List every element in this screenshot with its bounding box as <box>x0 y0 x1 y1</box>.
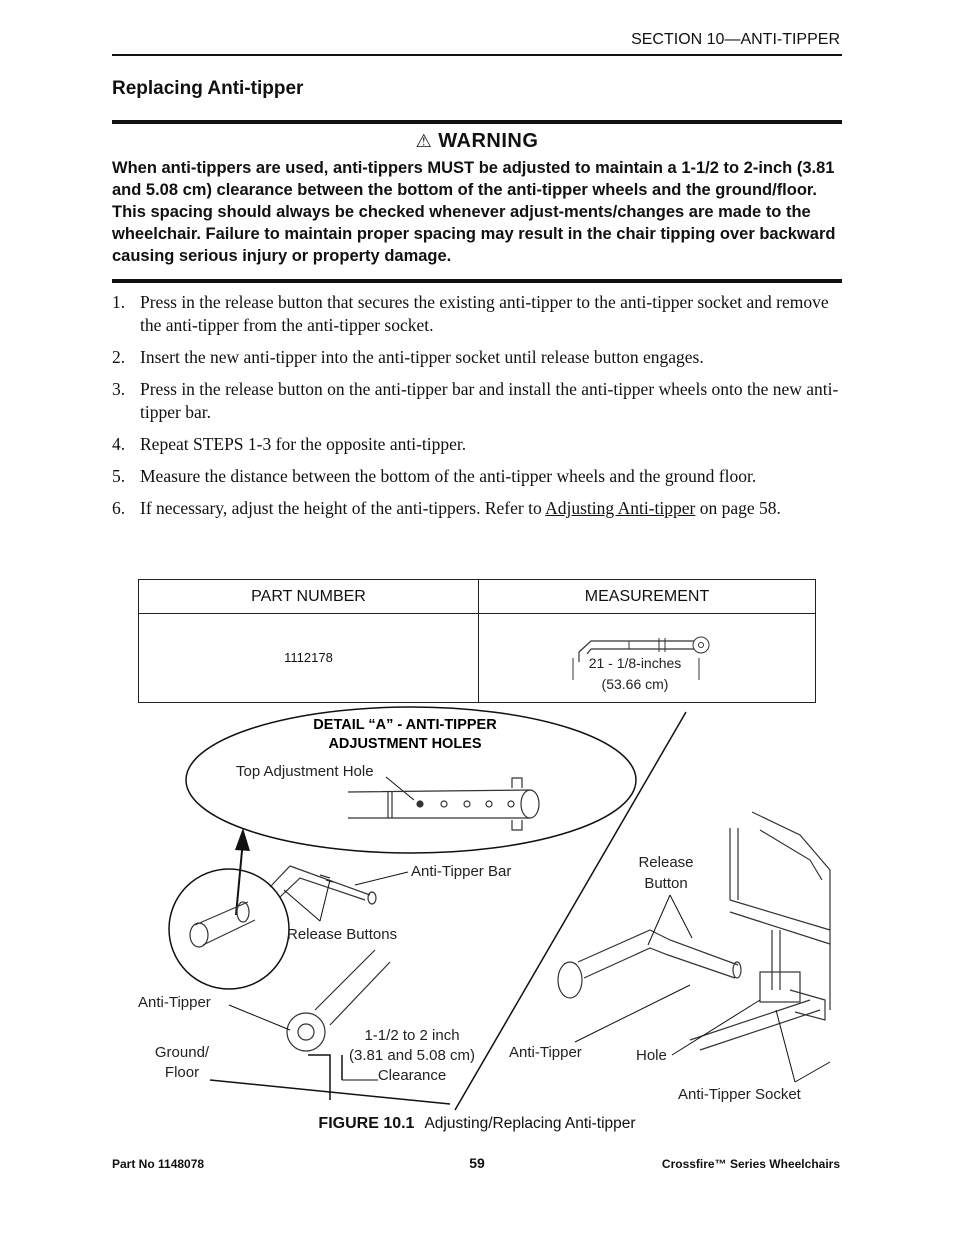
anti-tipper-bar-drawing <box>270 866 376 904</box>
anti-tipper-right-drawing <box>558 930 741 998</box>
label-button: Button <box>644 875 688 892</box>
warning-title-text: WARNING <box>438 130 539 152</box>
step-item: 1. Press in the release button that secures the existing anti-tipper to the anti-tipper socket and remove the anti-tipper from the anti-tipper socket. <box>112 292 829 335</box>
footer-page-number: 59 <box>469 1155 485 1171</box>
label-clearance-2: (3.81 and 5.08 cm) <box>349 1047 475 1064</box>
label-ground: Ground/ <box>154 1044 210 1061</box>
label-release-buttons: Release Buttons <box>287 926 398 943</box>
col-header-part-number: PART NUMBER <box>139 580 479 614</box>
figure-caption <box>112 1115 842 1133</box>
warning-triangle-icon: ⚠ <box>415 131 433 151</box>
label-top-adjustment-hole: Top Adjustment Hole <box>236 763 374 780</box>
step-item: 2. Insert the new anti-tipper into the anti-tipper socket until release button engages. <box>112 347 704 367</box>
figure-caption-label: FIGURE 10.1 <box>318 1115 415 1132</box>
label-clearance-3: Clearance <box>377 1067 447 1084</box>
step-item: 3. Press in the release button on the anti-tipper bar and install the anti-tipper wheels onto the new anti-tipper bar. <box>112 379 839 422</box>
label-anti-tipper-socket: Anti-Tipper Socket <box>678 1086 801 1103</box>
section-header: SECTION 10—ANTI-TIPPER <box>631 31 840 48</box>
adjusting-anti-tipper-link[interactable]: Adjusting Anti-tipper <box>545 498 696 518</box>
detail-title-2: ADJUSTMENT HOLES <box>328 736 482 752</box>
detail-title-1: DETAIL “A” - ANTI-TIPPER <box>313 717 497 733</box>
page-heading: Replacing Anti-tipper <box>112 78 304 99</box>
label-anti-tipper-bar: Anti-Tipper Bar <box>411 863 512 880</box>
footer-part-number: Part No 1148078 <box>112 1157 205 1171</box>
wheelchair-frame-drawing <box>690 812 830 1050</box>
step-item: 6. If necessary, adjust the height of the anti-tippers. Refer to Adjusting Anti-tipper on page 58. <box>112 498 781 518</box>
step-item: 5. Measure the distance between the bottom of the anti-tipper wheels and the ground floor. <box>112 466 757 486</box>
col-header-measurement: MEASUREMENT <box>479 580 816 614</box>
label-hole: Hole <box>636 1047 667 1064</box>
figure-caption-text: Adjusting/Replacing Anti-tipper <box>424 1115 636 1132</box>
detail-bar-drawing <box>348 778 539 830</box>
label-clearance-1: 1-1/2 to 2 inch <box>364 1027 460 1044</box>
label-release: Release <box>638 854 694 871</box>
footer-product: Crossfire™ Series Wheelchairs <box>661 1157 840 1171</box>
svg-text:(53.66 cm): (53.66 cm) <box>601 676 669 692</box>
small-detail-circle <box>169 869 289 989</box>
label-floor: Floor <box>164 1064 200 1081</box>
svg-text:21 - 1/8-inches: 21 - 1/8-inches <box>588 655 682 671</box>
label-anti-tipper-right: Anti-Tipper <box>509 1044 582 1061</box>
warning-body: When anti-tippers are used, anti-tippers MUST be adjusted to maintain a 1-1/2 to 2-inch (3.81 and 5.08 cm) clearance between the bottom of the anti-tipper wheels and the ground/floor. This spacing should always be checked whenever adjust-ments/changes are made to the wheelchair. Failure to maintain proper spacing may result in the chair tipping over backward causing serious injury or property damage. <box>112 159 836 265</box>
step-item: 4. Repeat STEPS 1-3 for the opposite anti-tipper. <box>112 434 467 454</box>
label-anti-tipper-left: Anti-Tipper <box>138 994 211 1011</box>
part-number-cell: 1112178 <box>139 614 479 703</box>
